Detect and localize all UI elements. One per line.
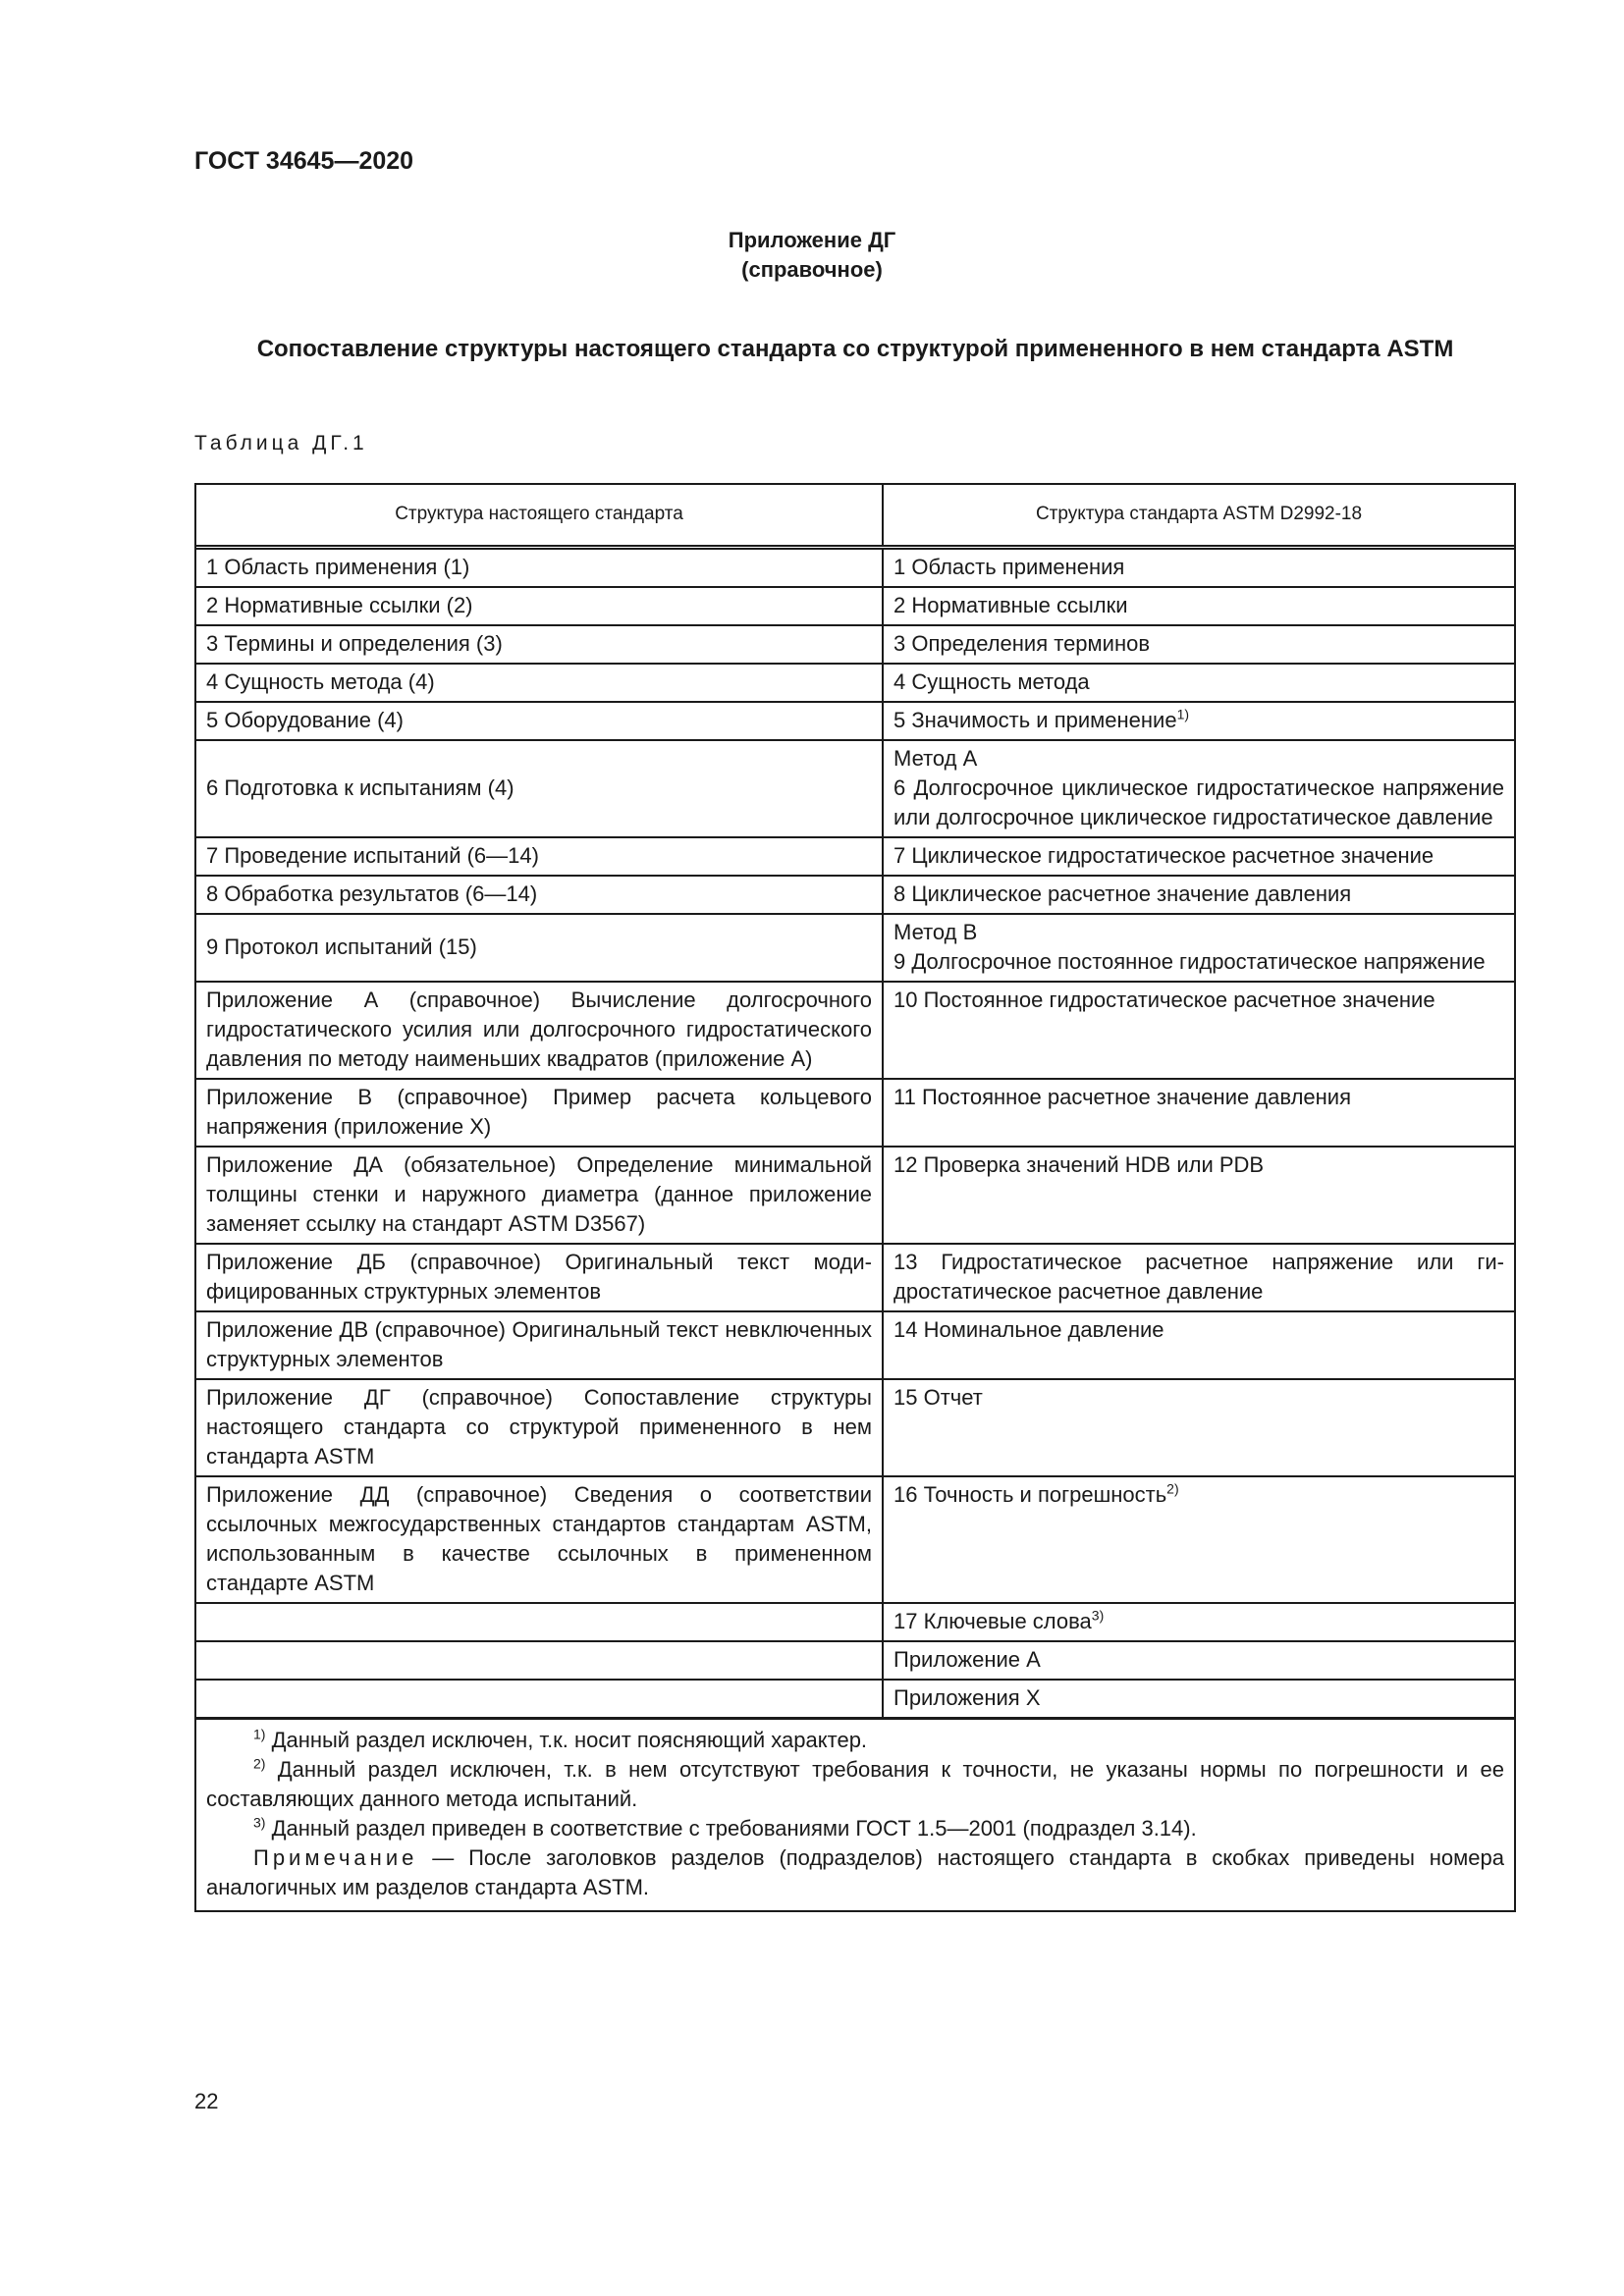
cell-current-standard bbox=[196, 983, 884, 1078]
cell-text: 1 Область применения bbox=[893, 555, 1125, 579]
cell-text: 10 Постоянное гидростатическое расчетное значение bbox=[893, 988, 1435, 1012]
cell-text: Приложение А (справочное) Вычисление долгосрочного гидростатического усилия или долгосрочного гидростатического давления по методу наименьших квадратов (приложение А) bbox=[206, 988, 872, 1071]
cell-text: 12 Проверка значений HDB или PDB bbox=[893, 1152, 1265, 1177]
footnote bbox=[206, 1726, 1504, 1755]
cell-text: 3 Определения терминов bbox=[893, 631, 1151, 656]
cell-text: Приложения X bbox=[893, 1685, 1041, 1710]
cell-current-standard bbox=[196, 741, 884, 836]
cell-text: 7 Циклическое гидростатическое расчетное значение bbox=[893, 843, 1435, 868]
cell-text: Приложение А bbox=[893, 1647, 1041, 1672]
cell-current-standard bbox=[196, 1148, 884, 1243]
footnote-mark: 3) bbox=[253, 1814, 266, 1831]
cell-text: 4 Сущность метода bbox=[893, 669, 1090, 694]
cell-text: 2 Нормативные ссылки (2) bbox=[206, 593, 473, 617]
cell-current-standard bbox=[196, 877, 884, 913]
cell-text: 9 Долгосрочное постоянное гидростатическое напряжение bbox=[893, 949, 1486, 974]
cell-astm-standard bbox=[884, 550, 1514, 586]
cell-current-standard bbox=[196, 1477, 884, 1602]
cell-astm-standard bbox=[884, 1642, 1514, 1679]
table-row bbox=[196, 1310, 1514, 1378]
cell-current-standard bbox=[196, 1681, 884, 1717]
cell-text: Приложение ДБ (справочное) Оригинальный текст модифицированных структурных элементов bbox=[206, 1250, 872, 1304]
cell-current-standard bbox=[196, 1312, 884, 1378]
footnote-mark: 1) bbox=[253, 1726, 266, 1742]
cell-text: 1 Область применения (1) bbox=[206, 555, 470, 579]
cell-text: 8 Обработка результатов (6—14) bbox=[206, 881, 538, 906]
table-row bbox=[196, 1243, 1514, 1310]
cell-astm-standard bbox=[884, 838, 1514, 875]
table-row bbox=[196, 1640, 1514, 1679]
cell-astm-standard bbox=[884, 1245, 1514, 1310]
table-row bbox=[196, 1475, 1514, 1602]
cell-current-standard bbox=[196, 550, 884, 586]
cell-text: 11 Постоянное расчетное значение давления bbox=[893, 1085, 1352, 1109]
cell-text: 7 Проведение испытаний (6—14) bbox=[206, 843, 539, 868]
table-row bbox=[196, 981, 1514, 1078]
footnote-mark: 2) bbox=[253, 1755, 266, 1772]
cell-text: 6 Подготовка к испытаниям (4) bbox=[206, 775, 514, 800]
cell-current-standard bbox=[196, 1245, 884, 1310]
cell-text: 5 Оборудование (4) bbox=[206, 708, 404, 732]
footnote-reference: 3) bbox=[1091, 1607, 1105, 1624]
cell-astm-standard bbox=[884, 665, 1514, 701]
cell-text: 5 Значимость и применение bbox=[893, 708, 1177, 732]
footnote-reference: 2) bbox=[1166, 1480, 1179, 1497]
footnote-text: Данный раздел приведен в соответствие с требованиями ГОСТ 1.5—2001 (подраздел 3.14). bbox=[265, 1816, 1197, 1841]
note-label: Примечание bbox=[253, 1845, 418, 1870]
table-row bbox=[196, 550, 1514, 586]
cell-text: 13 Гидростатическое расчетное напряжение или гидростатическое расчетное давление bbox=[893, 1250, 1504, 1304]
cell-current-standard bbox=[196, 915, 884, 981]
cell-text: 6 Долгосрочное циклическое гидростатическое напряжение или долгосрочное циклическое гидростатическое давление bbox=[893, 775, 1504, 829]
cell-astm-standard bbox=[884, 1080, 1514, 1146]
method-label: Метод А bbox=[893, 746, 978, 771]
cell-astm-standard bbox=[884, 1477, 1514, 1602]
column-header-astm-standard: Структура стандарта ASTM D2992-18 bbox=[1035, 504, 1363, 524]
cell-astm-standard bbox=[884, 1380, 1514, 1475]
cell-text: 2 Нормативные ссылки bbox=[893, 593, 1128, 617]
cell-text: 14 Номинальное давление bbox=[893, 1317, 1164, 1342]
table-row bbox=[196, 586, 1514, 624]
cell-astm-standard bbox=[884, 626, 1514, 663]
table-label: Таблица ДГ.1 bbox=[194, 432, 368, 454]
table-note bbox=[206, 1843, 1504, 1902]
cell-text: Приложение ДВ (справочное) Оригинальный текст невключенных структурных элементов bbox=[206, 1317, 872, 1371]
cell-text: 17 Ключевые слова bbox=[893, 1609, 1092, 1633]
method-label: Метод В bbox=[893, 920, 978, 944]
table-row bbox=[196, 663, 1514, 701]
table-header-row bbox=[196, 485, 1514, 550]
cell-astm-standard bbox=[884, 915, 1514, 981]
appendix-title: Приложение ДГ bbox=[728, 228, 896, 252]
cell-current-standard bbox=[196, 665, 884, 701]
standard-number: ГОСТ 34645—2020 bbox=[194, 147, 414, 175]
cell-current-standard bbox=[196, 1642, 884, 1679]
footnote-text: Данный раздел исключен, т.к. в нем отсутствуют требования к точности, не указаны нормы по погрешности и ее составляющих данного метода испытаний. bbox=[206, 1757, 1504, 1811]
cell-astm-standard bbox=[884, 588, 1514, 624]
cell-current-standard bbox=[196, 703, 884, 739]
cell-current-standard bbox=[196, 588, 884, 624]
cell-text: 15 Отчет bbox=[893, 1385, 983, 1410]
cell-current-standard bbox=[196, 1380, 884, 1475]
table-row bbox=[196, 701, 1514, 739]
appendix-title-block bbox=[0, 226, 1624, 285]
cell-text: Приложение ДА (обязательное) Определение минимальной толщины стенки и наружного диаметра (данное приложение заменяет ссылку на стандарт ASTM D3567) bbox=[206, 1152, 872, 1236]
cell-current-standard bbox=[196, 1604, 884, 1640]
cell-text: Приложение ДГ (справочное) Сопоставление структуры настоящего стандарта со структурой примененного в нем стандарта ASTM bbox=[206, 1385, 872, 1468]
cell-astm-standard bbox=[884, 1681, 1514, 1717]
comparison-table bbox=[194, 483, 1516, 1912]
table-row bbox=[196, 1146, 1514, 1243]
table-row bbox=[196, 1378, 1514, 1475]
footnote-text: Данный раздел исключен, т.к. носит поясняющий характер. bbox=[265, 1728, 868, 1752]
appendix-heading: Сопоставление структуры настоящего стандарта со структурой примененного в нем стандарта ASTM bbox=[256, 336, 1454, 362]
cell-text: 9 Протокол испытаний (15) bbox=[206, 934, 477, 959]
cell-current-standard bbox=[196, 626, 884, 663]
appendix-type: (справочное) bbox=[741, 257, 883, 282]
cell-astm-standard bbox=[884, 983, 1514, 1078]
page-number: 22 bbox=[194, 2089, 219, 2113]
cell-astm-standard bbox=[884, 1604, 1514, 1640]
cell-astm-standard bbox=[884, 1148, 1514, 1243]
cell-astm-standard bbox=[884, 877, 1514, 913]
table-row bbox=[196, 624, 1514, 663]
table-row bbox=[196, 739, 1514, 836]
cell-current-standard bbox=[196, 838, 884, 875]
table-row bbox=[196, 1679, 1514, 1717]
cell-text: 8 Циклическое расчетное значение давления bbox=[893, 881, 1352, 906]
cell-astm-standard bbox=[884, 741, 1514, 836]
cell-current-standard bbox=[196, 1080, 884, 1146]
table-row bbox=[196, 913, 1514, 981]
table-row bbox=[196, 1602, 1514, 1640]
footnote bbox=[206, 1755, 1504, 1814]
cell-text: Приложение ДД (справочное) Сведения о соответствии ссылочных межгосударственных стандартов стандартам ASTM, использованным в качестве ссылочных в примененном стандарте ASTM bbox=[206, 1482, 872, 1595]
cell-text: 3 Термины и определения (3) bbox=[206, 631, 503, 656]
cell-text: 4 Сущность метода (4) bbox=[206, 669, 435, 694]
table-body bbox=[196, 550, 1514, 1717]
column-header-current-standard: Структура настоящего стандарта bbox=[196, 485, 884, 545]
cell-astm-standard bbox=[884, 1312, 1514, 1378]
footnote-reference: 1) bbox=[1176, 706, 1190, 722]
table-row bbox=[196, 875, 1514, 913]
cell-astm-standard bbox=[884, 703, 1514, 739]
cell-text: 16 Точность и погрешность bbox=[893, 1482, 1167, 1507]
footnote bbox=[206, 1814, 1504, 1843]
table-row bbox=[196, 1078, 1514, 1146]
table-row bbox=[196, 836, 1514, 875]
note-text: — После заголовков разделов (подразделов) настоящего стандарта в скобках приведены номера аналогичных им разделов стандарта ASTM. bbox=[206, 1845, 1504, 1899]
table-footnotes bbox=[196, 1717, 1514, 1910]
cell-text: Приложение В (справочное) Пример расчета кольцевого напряжения (приложение X) bbox=[206, 1085, 872, 1139]
